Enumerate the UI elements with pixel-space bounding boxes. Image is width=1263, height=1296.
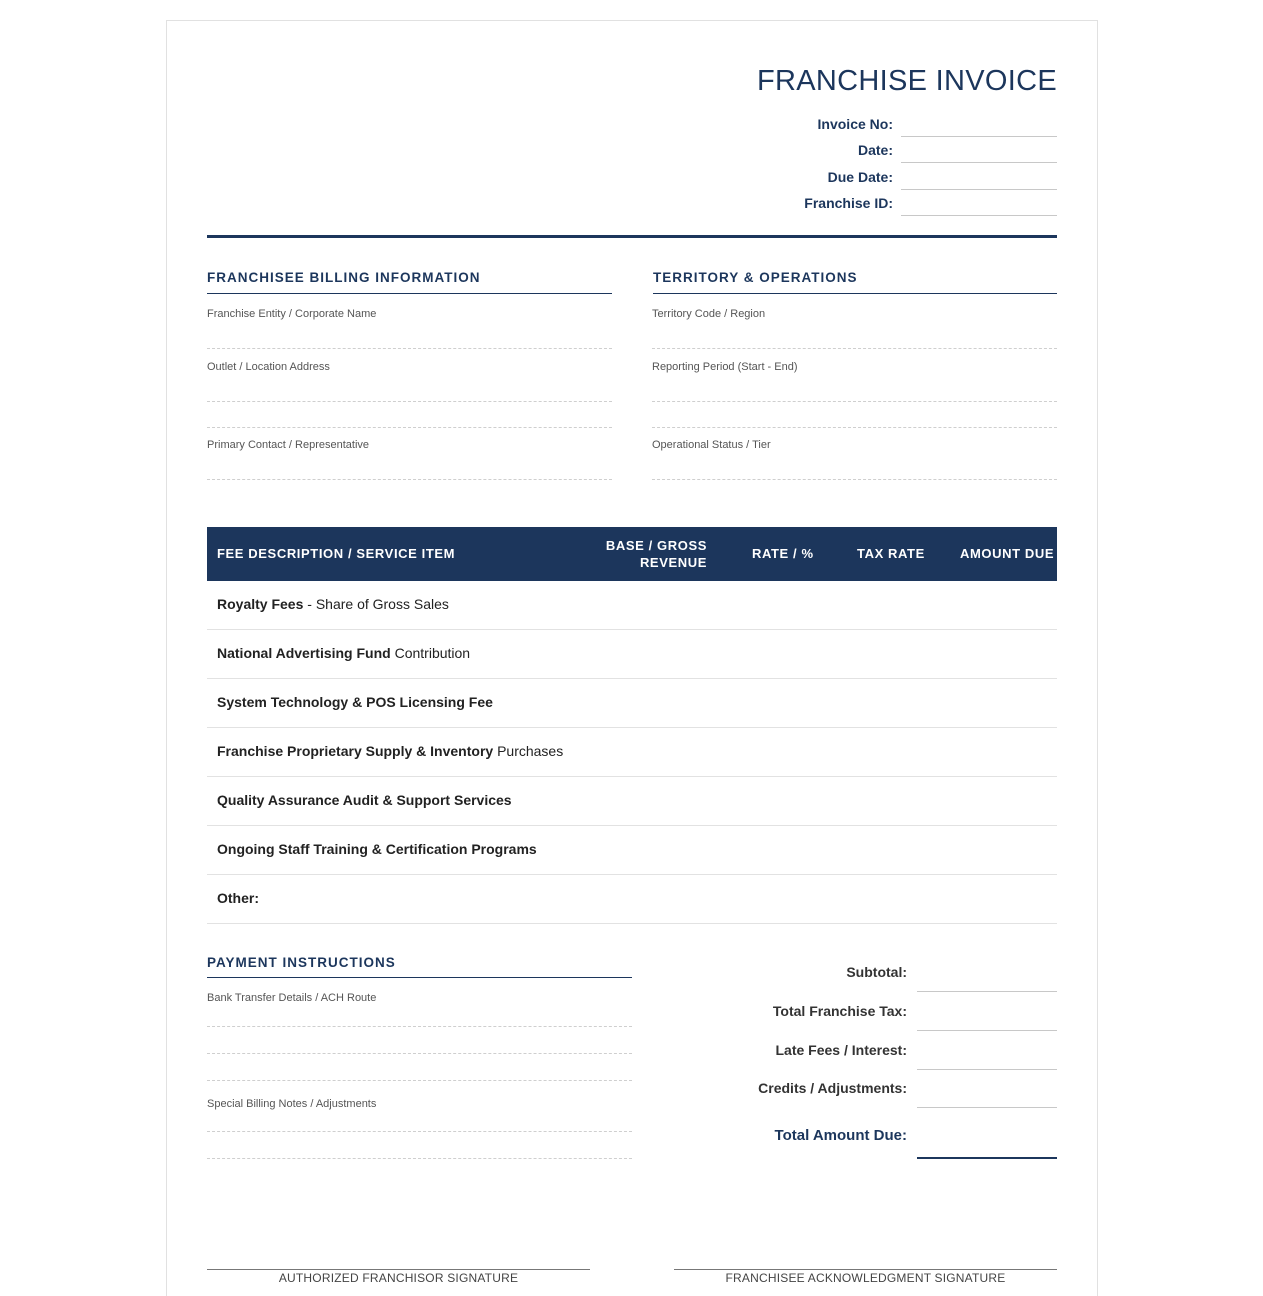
primary-contact-field[interactable]	[207, 479, 612, 480]
row-description: Other:	[217, 890, 259, 906]
table-row[interactable]	[207, 679, 1057, 728]
col-base-gross-revenue	[587, 537, 707, 571]
outlet-address-field-2[interactable]	[207, 427, 612, 428]
territory-section-title: TERRITORY & OPERATIONS	[653, 270, 858, 285]
header-divider	[207, 235, 1057, 238]
franchise-id-row	[657, 194, 1057, 220]
billing-section-rule	[207, 293, 612, 294]
primary-contact-label: Primary Contact / Representative	[207, 439, 370, 451]
payment-section-title: PAYMENT INSTRUCTIONS	[207, 955, 396, 970]
territory-code-label: Territory Code / Region	[652, 308, 766, 320]
date-label: Date:	[857, 142, 893, 158]
row-description: Ongoing Staff Training & Certification Programs	[217, 841, 537, 857]
row-description: National Advertising Fund Contribution	[217, 645, 471, 661]
col-amount-due: AMOUNT DUE	[960, 546, 1055, 561]
date-field[interactable]	[901, 162, 1057, 163]
territory-code-field[interactable]	[652, 348, 1057, 349]
total-amount-due-label: Total Amount Due:	[774, 1127, 907, 1144]
bank-transfer-field-2[interactable]	[207, 1053, 632, 1054]
franchise-id-field[interactable]	[901, 215, 1057, 216]
franchisee-signature-line[interactable]	[674, 1269, 1057, 1270]
total-amount-due-field[interactable]	[917, 1157, 1057, 1159]
franchise-id-label: Franchise ID:	[804, 195, 893, 211]
credits-label: Credits / Adjustments:	[758, 1080, 907, 1096]
total-tax-field[interactable]	[917, 1030, 1057, 1031]
invoice-page	[166, 20, 1098, 1296]
outlet-address-label: Outlet / Location Address	[207, 361, 330, 373]
row-description: Royalty Fees - Share of Gross Sales	[217, 596, 449, 612]
table-row[interactable]	[207, 581, 1057, 630]
invoice-title: FRANCHISE INVOICE	[757, 65, 1057, 97]
reporting-period-field-2[interactable]	[652, 427, 1057, 428]
due-date-field[interactable]	[901, 189, 1057, 190]
billing-notes-field-1[interactable]	[207, 1131, 632, 1132]
col-base-gross-line1: BASE / GROSS	[605, 538, 707, 553]
table-row[interactable]	[207, 777, 1057, 826]
subtotal-label: Subtotal:	[846, 964, 907, 980]
col-rate: RATE / %	[752, 546, 814, 561]
table-row[interactable]	[207, 630, 1057, 679]
bank-transfer-label: Bank Transfer Details / ACH Route	[207, 992, 377, 1004]
row-description: System Technology & POS Licensing Fee	[217, 694, 493, 710]
operational-status-label: Operational Status / Tier	[652, 439, 771, 451]
subtotal-field[interactable]	[917, 991, 1057, 992]
late-fees-field[interactable]	[917, 1069, 1057, 1070]
franchise-entity-label: Franchise Entity / Corporate Name	[207, 308, 377, 320]
credits-field[interactable]	[917, 1107, 1057, 1108]
col-tax-rate: TAX RATE	[857, 546, 925, 561]
franchisor-signature-label: AUTHORIZED FRANCHISOR SIGNATURE	[278, 1271, 519, 1285]
reporting-period-label: Reporting Period (Start - End)	[652, 361, 798, 373]
payment-section-rule	[207, 977, 632, 978]
reporting-period-field-1[interactable]	[652, 401, 1057, 402]
col-base-gross-line2: REVENUE	[639, 555, 707, 570]
col-fee-description: FEE DESCRIPTION / SERVICE ITEM	[217, 546, 456, 561]
table-row[interactable]	[207, 728, 1057, 777]
row-description: Franchise Proprietary Supply & Inventory Purchases	[217, 743, 564, 759]
franchisor-signature-line[interactable]	[207, 1269, 590, 1270]
due-date-label: Due Date:	[827, 169, 893, 185]
total-tax-label: Total Franchise Tax:	[772, 1003, 907, 1019]
billing-section-title: FRANCHISEE BILLING INFORMATION	[207, 270, 481, 285]
territory-section-rule	[653, 293, 1057, 294]
operational-status-field[interactable]	[652, 479, 1057, 480]
late-fees-label: Late Fees / Interest:	[775, 1042, 907, 1058]
invoice-no-field[interactable]	[901, 136, 1057, 137]
billing-notes-label: Special Billing Notes / Adjustments	[207, 1098, 377, 1110]
table-row[interactable]	[207, 875, 1057, 924]
bank-transfer-field-1[interactable]	[207, 1026, 632, 1027]
invoice-no-row	[657, 115, 1057, 141]
due-date-row	[657, 168, 1057, 194]
franchisee-signature-label: FRANCHISEE ACKNOWLEDGMENT SIGNATURE	[725, 1271, 1006, 1285]
outlet-address-field-1[interactable]	[207, 401, 612, 402]
franchise-entity-field[interactable]	[207, 348, 612, 349]
billing-notes-field-2[interactable]	[207, 1158, 632, 1159]
table-row[interactable]	[207, 826, 1057, 875]
bank-transfer-field-3[interactable]	[207, 1080, 632, 1081]
invoice-no-label: Invoice No:	[817, 116, 893, 132]
fee-table-header	[207, 527, 1057, 581]
row-description: Quality Assurance Audit & Support Services	[217, 792, 512, 808]
date-row	[657, 141, 1057, 167]
